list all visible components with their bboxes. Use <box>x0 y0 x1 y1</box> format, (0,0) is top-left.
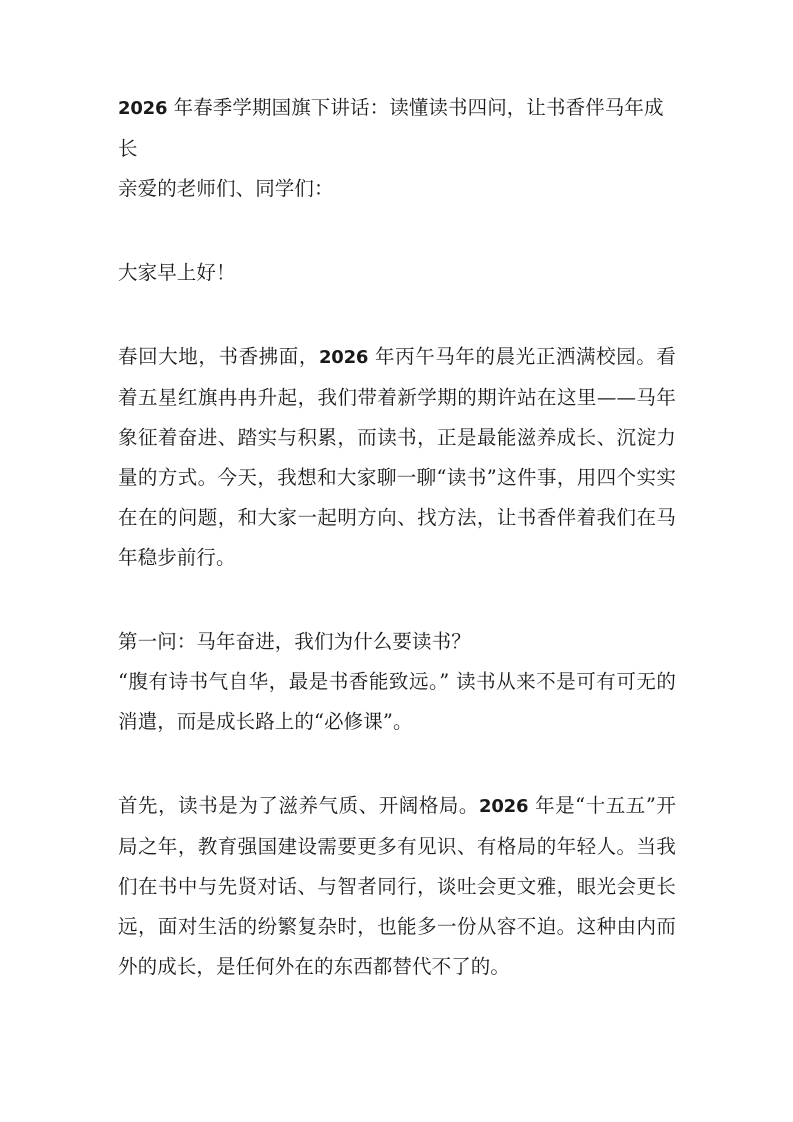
document-text-column <box>118 88 676 987</box>
section-heading-question-one: 第一问：马年奋进，我们为什么要读书？ <box>118 630 471 653</box>
greeting: 大家早上好！ <box>118 261 236 284</box>
section-followup-question-one: 首先，读书是为了滋养气质、开阔格局。2026 年是“十五五”开局之年，教育强国建设需要更多有见识、有格局的年轻人。当我们在书中与先贤对话、与智者同行，谈吐会更文雅，眼光会更长远，面对生活的纷繁复杂时，也能多一份从容不迫。这种由内而外的成长，是任何外在的东西都替代不了的。 <box>118 794 676 978</box>
section-body-question-one: “腹有诗书气自华，最是书香能致远。” 读书从来不是可有可无的消遣，而是成长路上的“必修课”。 <box>118 670 676 733</box>
paragraph-opening: 春回大地，书香拂面，2026 年丙午马年的晨光正洒满校园。看着五星红旗冉冉升起，我们带着新学期的期许站在这里——马年象征着奋进、踏实与积累，而读书，正是最能滋养成长、沉淀力量的方式。今天，我想和大家聊一聊“读书”这件事，用四个实实在在的问题，和大家一起明方向、找方法，让书香伴着我们在马年稳步前行。 <box>118 345 676 569</box>
page-title: 2026 年春季学期国旗下讲话：读懂读书四问，让书香伴马年成长 <box>118 96 664 160</box>
salutation: 亲爱的老师们、同学们： <box>118 177 334 200</box>
